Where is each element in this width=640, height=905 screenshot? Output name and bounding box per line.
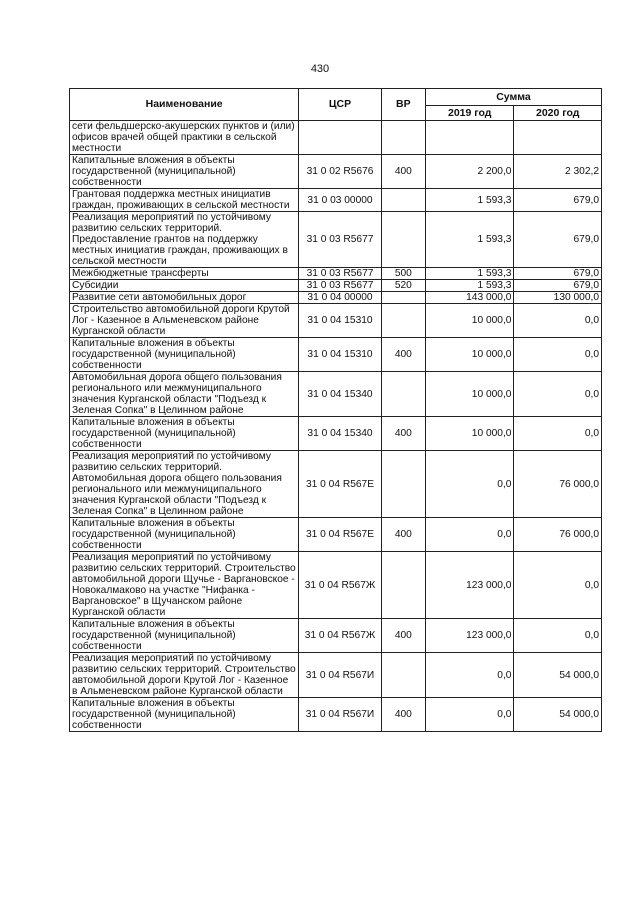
- page-number: 430: [310, 63, 330, 75]
- row-name: Межбюджетные трансферты: [70, 268, 299, 280]
- row-2020: 0,0: [514, 338, 602, 372]
- header-name: Наименование: [70, 89, 299, 121]
- row-csr: 31 0 03 R5677: [299, 268, 381, 280]
- row-2020: 679,0: [514, 280, 602, 292]
- row-csr: 31 0 04 R567Е: [299, 518, 381, 552]
- row-2019: 10 000,0: [425, 417, 513, 451]
- row-vr: [381, 653, 425, 698]
- row-2019: 0,0: [425, 653, 513, 698]
- row-2019: 123 000,0: [425, 619, 513, 653]
- row-vr: 400: [381, 518, 425, 552]
- row-vr: [381, 121, 425, 155]
- row-name: Капитальные вложения в объекты государственной (муниципальной) собственности: [70, 619, 299, 653]
- table-row: [70, 338, 602, 372]
- row-name: Развитие сети автомобильных дорог: [70, 292, 299, 304]
- row-vr: [381, 451, 425, 518]
- row-2020: 0,0: [514, 372, 602, 417]
- row-2020: [514, 121, 602, 155]
- row-name: Автомобильная дорога общего пользования регионального или межмуниципального значения Курганской области "Подъезд к Зеленая Сопка" в Целинном районе: [70, 372, 299, 417]
- row-vr: [381, 212, 425, 268]
- row-csr: 31 0 04 R567Е: [299, 451, 381, 518]
- row-2019: 1 593,3: [425, 268, 513, 280]
- header-year-2019: 2019 год: [425, 106, 513, 121]
- row-vr: [381, 292, 425, 304]
- table-row: [70, 189, 602, 212]
- row-vr: 400: [381, 417, 425, 451]
- row-name: Реализация мероприятий по устойчивому развитию сельских территорий. Автомобильная дорога общего пользования регионального или межмуниципального значения Курганской области "Подъезд к Зеленая Сопка" в Целинном районе: [70, 451, 299, 518]
- table-header-row: [70, 89, 602, 106]
- row-name: Субсидии: [70, 280, 299, 292]
- table-row: [70, 280, 602, 292]
- row-csr: 31 0 04 R567И: [299, 653, 381, 698]
- table-row: [70, 268, 602, 280]
- row-2020: 0,0: [514, 304, 602, 338]
- row-vr: 400: [381, 155, 425, 189]
- row-csr: 31 0 04 00000: [299, 292, 381, 304]
- row-2020: 2 302,2: [514, 155, 602, 189]
- row-name: Реализация мероприятий по устойчивому развитию сельских территорий. Строительство автомобильной дороги Крутой Лог - Казенное в Альменевском районе Курганской области: [70, 653, 299, 698]
- row-2020: 54 000,0: [514, 653, 602, 698]
- row-csr: 31 0 03 R5677: [299, 212, 381, 268]
- row-csr: 31 0 03 00000: [299, 189, 381, 212]
- row-csr: 31 0 04 15340: [299, 372, 381, 417]
- table-row: [70, 552, 602, 619]
- row-csr: 31 0 04 15340: [299, 417, 381, 451]
- row-vr: 520: [381, 280, 425, 292]
- table-row: [70, 292, 602, 304]
- table-row: [70, 155, 602, 189]
- row-2019: 2 200,0: [425, 155, 513, 189]
- row-2020: 0,0: [514, 417, 602, 451]
- row-2019: 10 000,0: [425, 304, 513, 338]
- row-name: Реализация мероприятий по устойчивому развитию сельских территорий. Строительство автомобильной дороги Щучье - Варгановское - Новокалмаково на участке "Нифанка - Варгановское" в Щучанском районе Курганской области: [70, 552, 299, 619]
- row-2019: 10 000,0: [425, 338, 513, 372]
- table-row: [70, 698, 602, 732]
- row-2020: 130 000,0: [514, 292, 602, 304]
- row-2020: 679,0: [514, 189, 602, 212]
- row-2020: 76 000,0: [514, 451, 602, 518]
- row-csr: [299, 121, 381, 155]
- row-csr: 31 0 04 15310: [299, 304, 381, 338]
- table-row: [70, 451, 602, 518]
- row-2019: 143 000,0: [425, 292, 513, 304]
- row-2019: 10 000,0: [425, 372, 513, 417]
- table-row: [70, 304, 602, 338]
- row-vr: [381, 189, 425, 212]
- budget-table: [69, 88, 602, 732]
- table-row: [70, 653, 602, 698]
- row-2020: 679,0: [514, 268, 602, 280]
- table-row: [70, 121, 602, 155]
- row-vr: 500: [381, 268, 425, 280]
- row-2019: 1 593,3: [425, 189, 513, 212]
- row-vr: [381, 304, 425, 338]
- row-csr: 31 0 03 R5677: [299, 280, 381, 292]
- row-2019: 1 593,3: [425, 212, 513, 268]
- row-name: Грантовая поддержка местных инициатив граждан, проживающих в сельской местности: [70, 189, 299, 212]
- table-row: [70, 619, 602, 653]
- header-vr: ВР: [381, 89, 425, 121]
- row-2020: 0,0: [514, 619, 602, 653]
- row-2019: [425, 121, 513, 155]
- row-name: сети фельдшерско-акушерских пунктов и (или) офисов врачей общей практики в сельской местности: [70, 121, 299, 155]
- table-row: [70, 417, 602, 451]
- row-vr: 400: [381, 619, 425, 653]
- row-csr: 31 0 04 R567Ж: [299, 552, 381, 619]
- header-csr: ЦСР: [299, 89, 381, 121]
- table-row: [70, 518, 602, 552]
- table-row: [70, 212, 602, 268]
- row-2019: 1 593,3: [425, 280, 513, 292]
- row-2019: 0,0: [425, 698, 513, 732]
- row-2020: 679,0: [514, 212, 602, 268]
- row-name: Капитальные вложения в объекты государственной (муниципальной) собственности: [70, 417, 299, 451]
- row-vr: 400: [381, 338, 425, 372]
- row-2019: 0,0: [425, 518, 513, 552]
- header-sum: Сумма: [425, 89, 601, 106]
- row-csr: 31 0 04 R567И: [299, 698, 381, 732]
- row-name: Строительство автомобильной дороги Крутой Лог - Казенное в Альменевском районе Курганской области: [70, 304, 299, 338]
- row-csr: 31 0 02 R5676: [299, 155, 381, 189]
- row-2019: 123 000,0: [425, 552, 513, 619]
- row-vr: [381, 372, 425, 417]
- row-name: Капитальные вложения в объекты государственной (муниципальной) собственности: [70, 338, 299, 372]
- table-row: [70, 372, 602, 417]
- row-csr: 31 0 04 15310: [299, 338, 381, 372]
- row-vr: [381, 552, 425, 619]
- row-2020: 54 000,0: [514, 698, 602, 732]
- row-2020: 0,0: [514, 552, 602, 619]
- row-vr: 400: [381, 698, 425, 732]
- row-name: Капитальные вложения в объекты государственной (муниципальной) собственности: [70, 155, 299, 189]
- row-csr: 31 0 04 R567Ж: [299, 619, 381, 653]
- row-name: Капитальные вложения в объекты государственной (муниципальной) собственности: [70, 518, 299, 552]
- row-2019: 0,0: [425, 451, 513, 518]
- row-name: Реализация мероприятий по устойчивому развитию сельских территорий. Предоставление грантов на поддержку местных инициатив граждан, проживающих в сельской местности: [70, 212, 299, 268]
- row-name: Капитальные вложения в объекты государственной (муниципальной) собственности: [70, 698, 299, 732]
- header-year-2020: 2020 год: [514, 106, 602, 121]
- row-2020: 76 000,0: [514, 518, 602, 552]
